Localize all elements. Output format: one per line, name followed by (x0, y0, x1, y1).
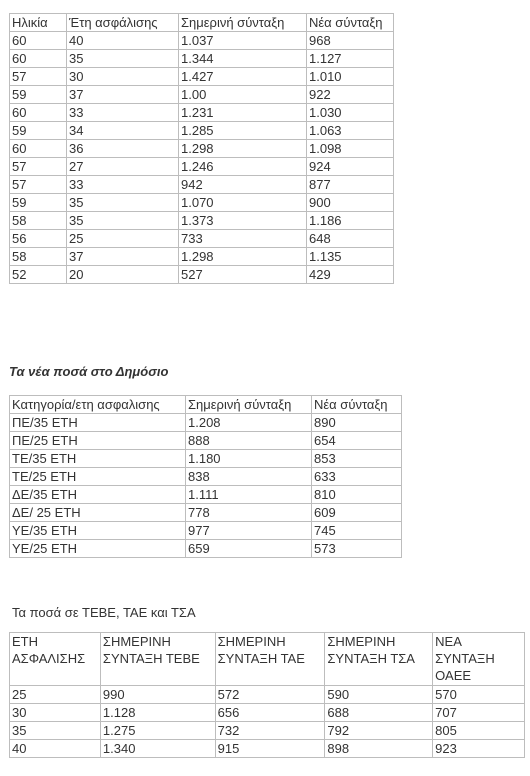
table-cell: 838 (186, 468, 312, 486)
table-cell: ΤΕ/35 ΕΤΗ (10, 450, 186, 468)
table-cell: 30 (67, 68, 179, 86)
table-cell: 1.298 (179, 140, 307, 158)
table-cell: 900 (307, 194, 394, 212)
table-cell: 59 (10, 86, 67, 104)
table-cell: 25 (10, 686, 101, 704)
table-row (10, 432, 402, 450)
table-cell: ΤΕ/25 ΕΤΗ (10, 468, 186, 486)
table-cell: 429 (307, 266, 394, 284)
table-cell: 732 (215, 722, 325, 740)
table-cell: 654 (312, 432, 402, 450)
pension-table-public (9, 395, 402, 558)
table-cell: 733 (179, 230, 307, 248)
table-cell: 33 (67, 176, 179, 194)
table-cell: 40 (67, 32, 179, 50)
table-cell: 968 (307, 32, 394, 50)
table-cell: 609 (312, 504, 402, 522)
table-cell: 1.010 (307, 68, 394, 86)
column-header: Νέα σύνταξη (312, 396, 402, 414)
table3-body (10, 633, 525, 758)
table-cell: 527 (179, 266, 307, 284)
table-cell: 1.340 (100, 740, 215, 758)
table-cell: 58 (10, 212, 67, 230)
table-row (10, 504, 402, 522)
table-row (10, 86, 394, 104)
table-cell: 659 (186, 540, 312, 558)
table-cell: 990 (100, 686, 215, 704)
table-cell: 57 (10, 176, 67, 194)
table-row (10, 158, 394, 176)
table-cell: 1.246 (179, 158, 307, 176)
table-cell: 570 (433, 686, 525, 704)
table-cell: 57 (10, 68, 67, 86)
table-cell: ΥΕ/25 ΕΤΗ (10, 540, 186, 558)
table-row (10, 230, 394, 248)
table-cell: 977 (186, 522, 312, 540)
table1-body (10, 14, 394, 284)
table-cell: 688 (325, 704, 433, 722)
table-cell: 57 (10, 158, 67, 176)
header-row (10, 14, 394, 32)
column-header: ΣΗΜΕΡΙΝΗ ΣΥΝΤΑΞΗ ΤΑΕ (215, 633, 325, 686)
table-row (10, 468, 402, 486)
table-cell: 33 (67, 104, 179, 122)
table-row (10, 32, 394, 50)
table-cell: 34 (67, 122, 179, 140)
column-header: Νέα σύνταξη (307, 14, 394, 32)
table-row (10, 212, 394, 230)
table-cell: 1.298 (179, 248, 307, 266)
table-cell: 1.030 (307, 104, 394, 122)
table-cell: 1.111 (186, 486, 312, 504)
table-cell: 1.373 (179, 212, 307, 230)
table-cell: 35 (67, 194, 179, 212)
table-cell: 60 (10, 140, 67, 158)
column-header: ΣΗΜΕΡΙΝΗ ΣΥΝΤΑΞΗ ΤΣΑ (325, 633, 433, 686)
table-cell: 1.285 (179, 122, 307, 140)
table-cell: 1.098 (307, 140, 394, 158)
table-cell: 942 (179, 176, 307, 194)
table-cell: 35 (67, 212, 179, 230)
table-row (10, 704, 525, 722)
section-caption-tebe: Τα ποσά σε ΤΕΒΕ, ΤΑΕ και ΤΣΑ (12, 605, 196, 620)
table-cell: 1.128 (100, 704, 215, 722)
table2-body (10, 396, 402, 558)
table-cell: 590 (325, 686, 433, 704)
table-cell: 60 (10, 104, 67, 122)
table-row (10, 486, 402, 504)
table-cell: ΥΕ/35 ΕΤΗ (10, 522, 186, 540)
table-row (10, 414, 402, 432)
table-row (10, 104, 394, 122)
column-header: ΕΤΗ ΑΣΦΑΛΙΣΗΣ (10, 633, 101, 686)
table-cell: ΔΕ/ 25 ΕΤΗ (10, 504, 186, 522)
pension-table-ages (9, 13, 394, 284)
table-cell: 52 (10, 266, 67, 284)
column-header: ΝΕΑ ΣΥΝΤΑΞΗ ΟΑΕΕ (433, 633, 525, 686)
table-cell: 633 (312, 468, 402, 486)
table-cell: 30 (10, 704, 101, 722)
table-cell: 888 (186, 432, 312, 450)
table-cell: 656 (215, 704, 325, 722)
table-cell: 1.344 (179, 50, 307, 68)
table-cell: 60 (10, 50, 67, 68)
table-cell: 1.186 (307, 212, 394, 230)
table-cell: 707 (433, 704, 525, 722)
table-cell: 25 (67, 230, 179, 248)
table-cell: 648 (307, 230, 394, 248)
table-cell: 20 (67, 266, 179, 284)
header-row (10, 633, 525, 686)
table-row (10, 176, 394, 194)
table-cell: 898 (325, 740, 433, 758)
column-header: Ηλικία (10, 14, 67, 32)
table-cell: 792 (325, 722, 433, 740)
column-header: ΣΗΜΕΡΙΝΗ ΣΥΝΤΑΞΗ ΤΕΒΕ (100, 633, 215, 686)
table-cell: 59 (10, 194, 67, 212)
table-cell: 1.127 (307, 50, 394, 68)
table-cell: 59 (10, 122, 67, 140)
table-cell: 37 (67, 86, 179, 104)
header-row (10, 396, 402, 414)
column-header: Κατηγορία/ετη ασφαλισης (10, 396, 186, 414)
table-cell: 890 (312, 414, 402, 432)
table-cell: 27 (67, 158, 179, 176)
table-cell: 1.037 (179, 32, 307, 50)
table-row (10, 740, 525, 758)
table-row (10, 50, 394, 68)
column-header: Σημερινή σύνταξη (186, 396, 312, 414)
table-cell: 60 (10, 32, 67, 50)
table-cell: 1.427 (179, 68, 307, 86)
table-row (10, 140, 394, 158)
table-row (10, 540, 402, 558)
table-cell: 810 (312, 486, 402, 504)
table-row (10, 722, 525, 740)
table-cell: 924 (307, 158, 394, 176)
table-cell: 1.208 (186, 414, 312, 432)
table-row (10, 450, 402, 468)
table-cell: 35 (67, 50, 179, 68)
table-cell: 35 (10, 722, 101, 740)
table-row (10, 122, 394, 140)
table-cell: 56 (10, 230, 67, 248)
table-cell: 877 (307, 176, 394, 194)
table-cell: ΠΕ/25 ΕΤΗ (10, 432, 186, 450)
table-cell: 1.180 (186, 450, 312, 468)
table-cell: 778 (186, 504, 312, 522)
table-row (10, 194, 394, 212)
table-cell: ΔΕ/35 ΕΤΗ (10, 486, 186, 504)
table-cell: 923 (433, 740, 525, 758)
table-cell: 573 (312, 540, 402, 558)
table-cell: 915 (215, 740, 325, 758)
table-row (10, 68, 394, 86)
table-cell: 40 (10, 740, 101, 758)
table-cell: 58 (10, 248, 67, 266)
table-row (10, 266, 394, 284)
table-cell: 572 (215, 686, 325, 704)
table-row (10, 686, 525, 704)
pension-table-tebe (9, 632, 525, 758)
table-cell: 1.00 (179, 86, 307, 104)
table-cell: 1.070 (179, 194, 307, 212)
table-cell: 805 (433, 722, 525, 740)
table-cell: 1.135 (307, 248, 394, 266)
column-header: Έτη ασφάλισης (67, 14, 179, 32)
table-cell: 1.063 (307, 122, 394, 140)
table-cell: 37 (67, 248, 179, 266)
table-cell: 853 (312, 450, 402, 468)
table-cell: 36 (67, 140, 179, 158)
table-row (10, 248, 394, 266)
table-cell: ΠΕ/35 ΕΤΗ (10, 414, 186, 432)
table-cell: 1.231 (179, 104, 307, 122)
table-cell: 745 (312, 522, 402, 540)
column-header: Σημερινή σύνταξη (179, 14, 307, 32)
table-row (10, 522, 402, 540)
section-caption-public: Τα νέα ποσά στο Δημόσιο (9, 364, 169, 379)
table-cell: 922 (307, 86, 394, 104)
table-cell: 1.275 (100, 722, 215, 740)
